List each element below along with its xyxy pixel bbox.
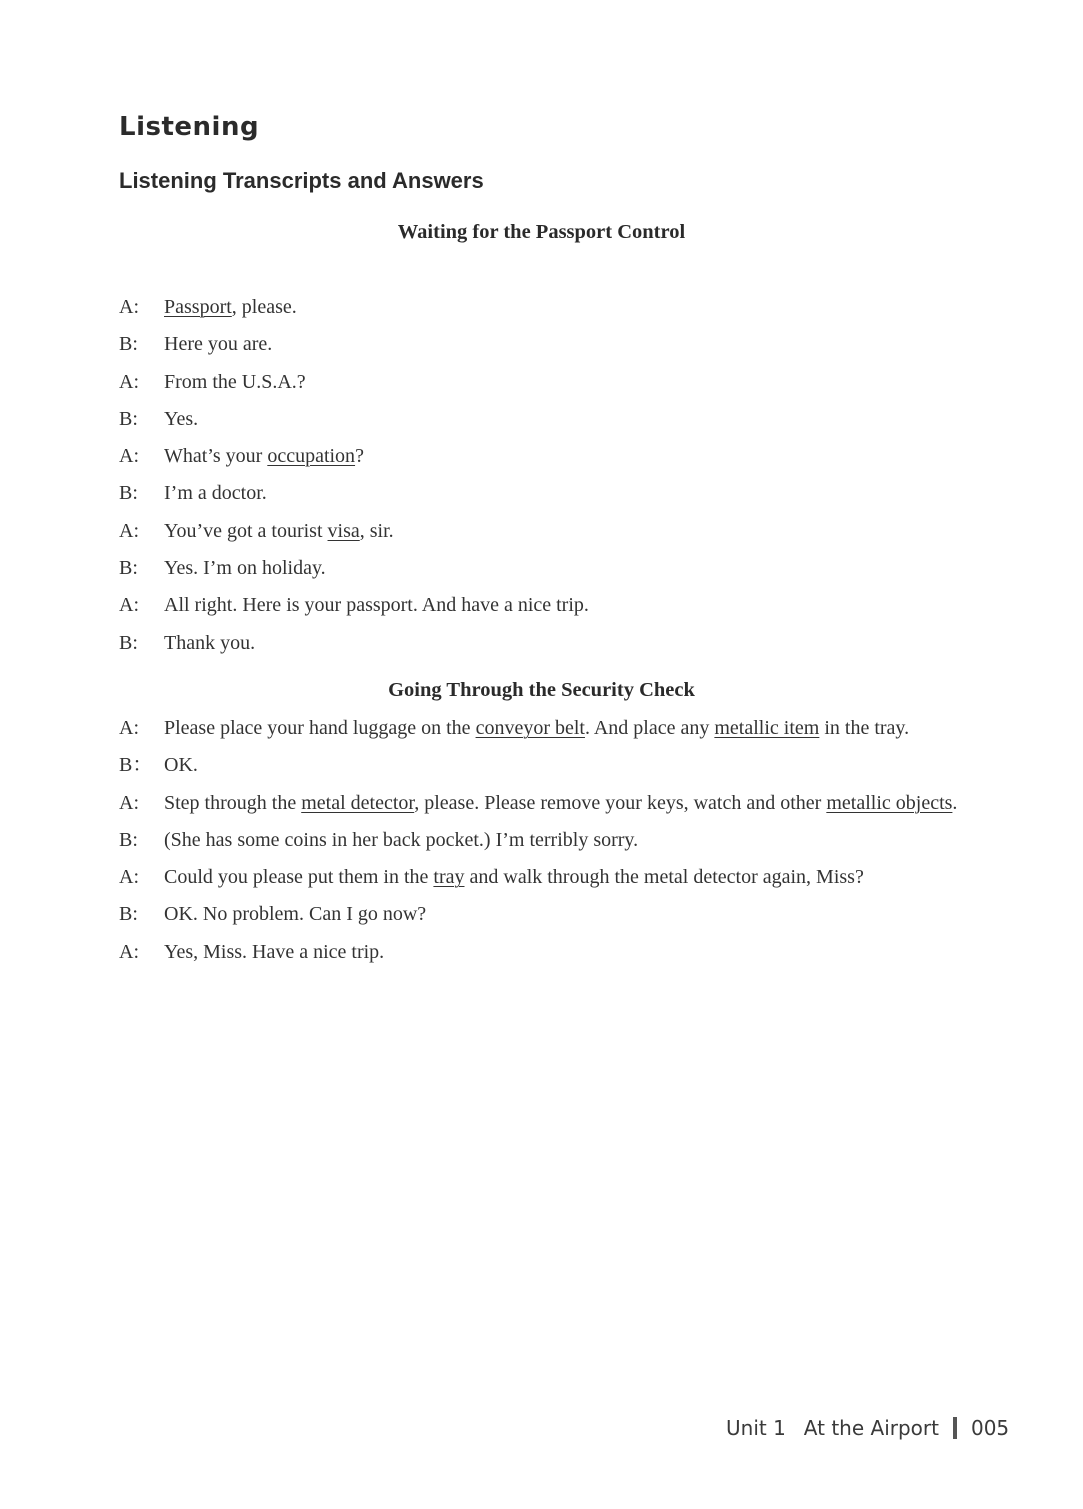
line-text: [164, 587, 964, 624]
speaker-label: A:: [119, 717, 139, 739]
dialog-title-security-check: Going Through the Security Check: [388, 679, 695, 701]
text-segment: Please place your hand luggage on the: [164, 717, 476, 739]
dialog-line: [119, 934, 964, 971]
text-segment: From the U.S.A.?: [164, 370, 306, 393]
text-segment: Step through the: [164, 791, 302, 814]
line-text: [164, 326, 964, 363]
text-segment: I’m a doctor.: [164, 482, 267, 505]
speaker-label: B:: [119, 407, 138, 430]
line-text: [164, 513, 964, 550]
speaker-label: A:: [119, 866, 139, 889]
line-text: [164, 859, 964, 896]
page-number: 005: [970, 1416, 1010, 1440]
speaker-label: B：: [119, 754, 153, 777]
answer-term: metallic item: [714, 717, 820, 739]
answer-term: conveyor belt: [475, 717, 585, 739]
text-segment: .: [952, 791, 958, 814]
speaker-label: B:: [119, 482, 138, 505]
text-segment: , sir.: [359, 519, 394, 542]
page-footer: [726, 1416, 1009, 1440]
text-segment: ?: [355, 445, 364, 468]
line-text: [164, 550, 964, 587]
dialog-line: [119, 401, 964, 438]
dialog-line: [119, 364, 964, 401]
text-segment: Here you are.: [164, 333, 273, 356]
footer-title: At the Airport: [803, 1416, 939, 1440]
speaker-label: A:: [119, 519, 139, 542]
answer-term: visa: [327, 519, 360, 542]
dialog-line: [119, 513, 964, 550]
line-text: [164, 934, 964, 971]
line-text: [164, 625, 964, 662]
dialog-line: [119, 475, 964, 512]
line-text: [164, 401, 964, 438]
line-text: [164, 364, 964, 401]
text-segment: Yes. I’m on holiday.: [164, 557, 326, 580]
text-segment: , please.: [231, 296, 297, 318]
text-segment: Yes, Miss. Have a nice trip.: [164, 940, 385, 963]
text-segment: What’s your: [164, 445, 268, 468]
speaker-label: A:: [119, 296, 139, 318]
dialog-line: [119, 289, 964, 326]
line-text: [164, 710, 964, 747]
answer-term: Passport: [164, 296, 232, 318]
dialog-line: [119, 438, 964, 475]
text-segment: . And place any: [584, 717, 715, 739]
speaker-label: B:: [119, 557, 138, 580]
line-text: [164, 785, 964, 822]
footer-unit: Unit 1: [726, 1416, 786, 1440]
sub-heading: Listening Transcripts and Answers: [119, 168, 484, 193]
section-heading: Listening: [119, 112, 260, 142]
speaker-label: B:: [119, 333, 138, 356]
text-segment: All right. Here is your passport. And have a nice trip.: [164, 594, 589, 617]
dialog-line: [119, 625, 964, 662]
speaker-label: B:: [119, 828, 138, 851]
dialog-line: [119, 550, 964, 587]
dialog-line: [119, 896, 964, 933]
speaker-label: A:: [119, 791, 139, 814]
speaker-label: A:: [119, 370, 139, 393]
dialog-passport-control: [119, 289, 964, 662]
answer-term: occupation: [267, 445, 356, 468]
answer-term: metal detector: [301, 791, 415, 814]
text-segment: , please. Please remove your keys, watch and other: [414, 791, 827, 814]
text-segment: Thank you.: [164, 631, 256, 654]
text-segment: OK.: [164, 754, 198, 777]
dialog-line: [119, 326, 964, 363]
speaker-label: B:: [119, 631, 138, 654]
dialog-line: [119, 747, 964, 784]
dialog-line: [119, 710, 964, 747]
text-segment: (She has some coins in her back pocket.) I’m terribly sorry.: [164, 828, 639, 851]
dialog-title-passport-control: Waiting for the Passport Control: [397, 221, 686, 243]
dialog-line: [119, 785, 964, 822]
speaker-label: A:: [119, 445, 139, 468]
text-segment: in the tray.: [819, 717, 910, 739]
dialog-line: [119, 822, 964, 859]
line-text: [164, 896, 964, 933]
dialog-security-check: [119, 710, 964, 971]
answer-term: metallic objects: [826, 791, 953, 814]
speaker-label: A:: [119, 594, 139, 617]
dialog-line: [119, 587, 964, 624]
line-text: [164, 475, 964, 512]
speaker-label: A:: [119, 940, 139, 963]
text-segment: OK. No problem. Can I go now?: [164, 903, 427, 926]
text-segment: and walk through the metal detector again, Miss?: [464, 866, 864, 889]
line-text: [164, 438, 964, 475]
speaker-label: B:: [119, 903, 138, 926]
line-text: [164, 289, 964, 326]
answer-term: tray: [433, 866, 465, 889]
text-segment: You’ve got a tourist: [164, 519, 328, 542]
text-segment: Could you please put them in the: [164, 866, 434, 889]
dialog-line: [119, 859, 964, 896]
text-segment: Yes.: [164, 407, 199, 430]
footer-separator: [953, 1417, 957, 1439]
line-text: [164, 747, 964, 784]
line-text: [164, 822, 964, 859]
